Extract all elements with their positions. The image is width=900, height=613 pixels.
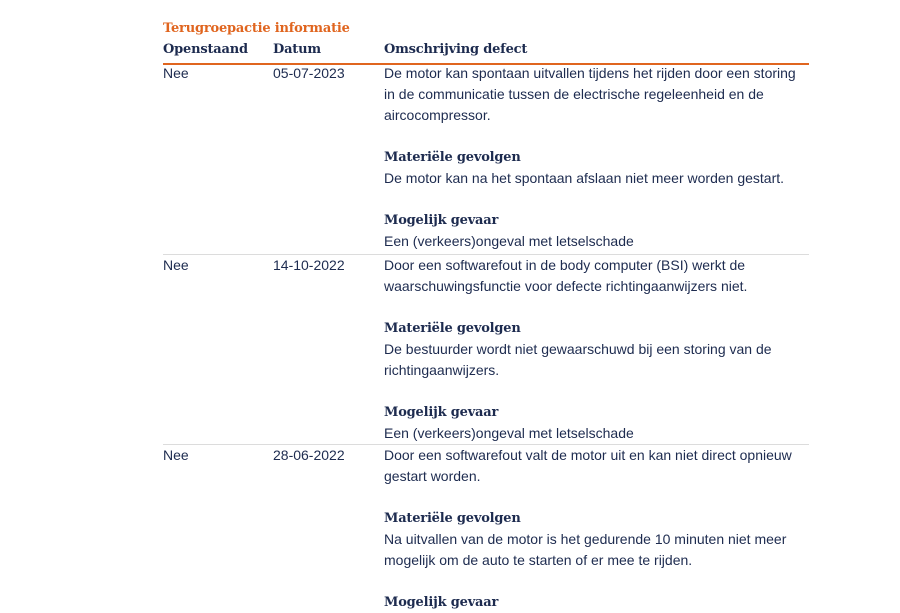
- recall-date: 14-10-2022: [273, 257, 345, 273]
- material-consequences-heading: Materiële gevolgen: [384, 150, 521, 165]
- defect-description-cell: [384, 445, 804, 613]
- table-row: [163, 254, 809, 445]
- defect-description: Door een softwarefout in de body computer (BSI) werkt de waarschuwingsfunctie voor defecte richtingaanwijzers niet.: [384, 257, 748, 294]
- defect-description: Door een softwarefout valt de motor uit en kan niet direct opnieuw gestart worden.: [384, 447, 792, 484]
- possible-danger-heading: Mogelijk gevaar: [384, 595, 499, 610]
- open-status: Nee: [163, 447, 189, 463]
- table-row: [163, 63, 809, 254]
- material-consequences-text: Na uitvallen van de motor is het gedurende 10 minuten niet meer mogelijk om de auto te starten of er mee te rijden.: [384, 531, 787, 568]
- possible-danger-heading: Mogelijk gevaar: [384, 405, 499, 420]
- material-consequences-text: De motor kan na het spontaan afslaan niet meer worden gestart.: [384, 170, 785, 186]
- recall-date: 05-07-2023: [273, 65, 345, 81]
- open-status: Nee: [163, 257, 189, 273]
- defect-description-cell: [384, 63, 804, 252]
- table-row: [163, 444, 809, 610]
- column-header-open: Openstaand: [163, 42, 248, 57]
- section-title: Terugroepactie informatie: [163, 21, 350, 36]
- possible-danger-text: Een (verkeers)ongeval met letselschade: [384, 425, 634, 441]
- column-header-date: Datum: [273, 42, 321, 57]
- column-header-description: Omschrijving defect: [384, 42, 528, 57]
- table-header: [163, 42, 809, 65]
- defect-description-cell: [384, 255, 804, 444]
- material-consequences-text: De bestuurder wordt niet gewaarschuwd bij een storing van de richtingaanwijzers.: [384, 341, 772, 378]
- possible-danger-heading: Mogelijk gevaar: [384, 213, 499, 228]
- material-consequences-heading: Materiële gevolgen: [384, 511, 521, 526]
- possible-danger-text: Een (verkeers)ongeval met letselschade: [384, 233, 634, 249]
- open-status: Nee: [163, 65, 189, 81]
- material-consequences-heading: Materiële gevolgen: [384, 321, 521, 336]
- recall-date: 28-06-2022: [273, 447, 345, 463]
- defect-description: De motor kan spontaan uitvallen tijdens het rijden door een storing in de communicatie tussen de electrische regeleenheid en de aircocompressor.: [384, 65, 796, 123]
